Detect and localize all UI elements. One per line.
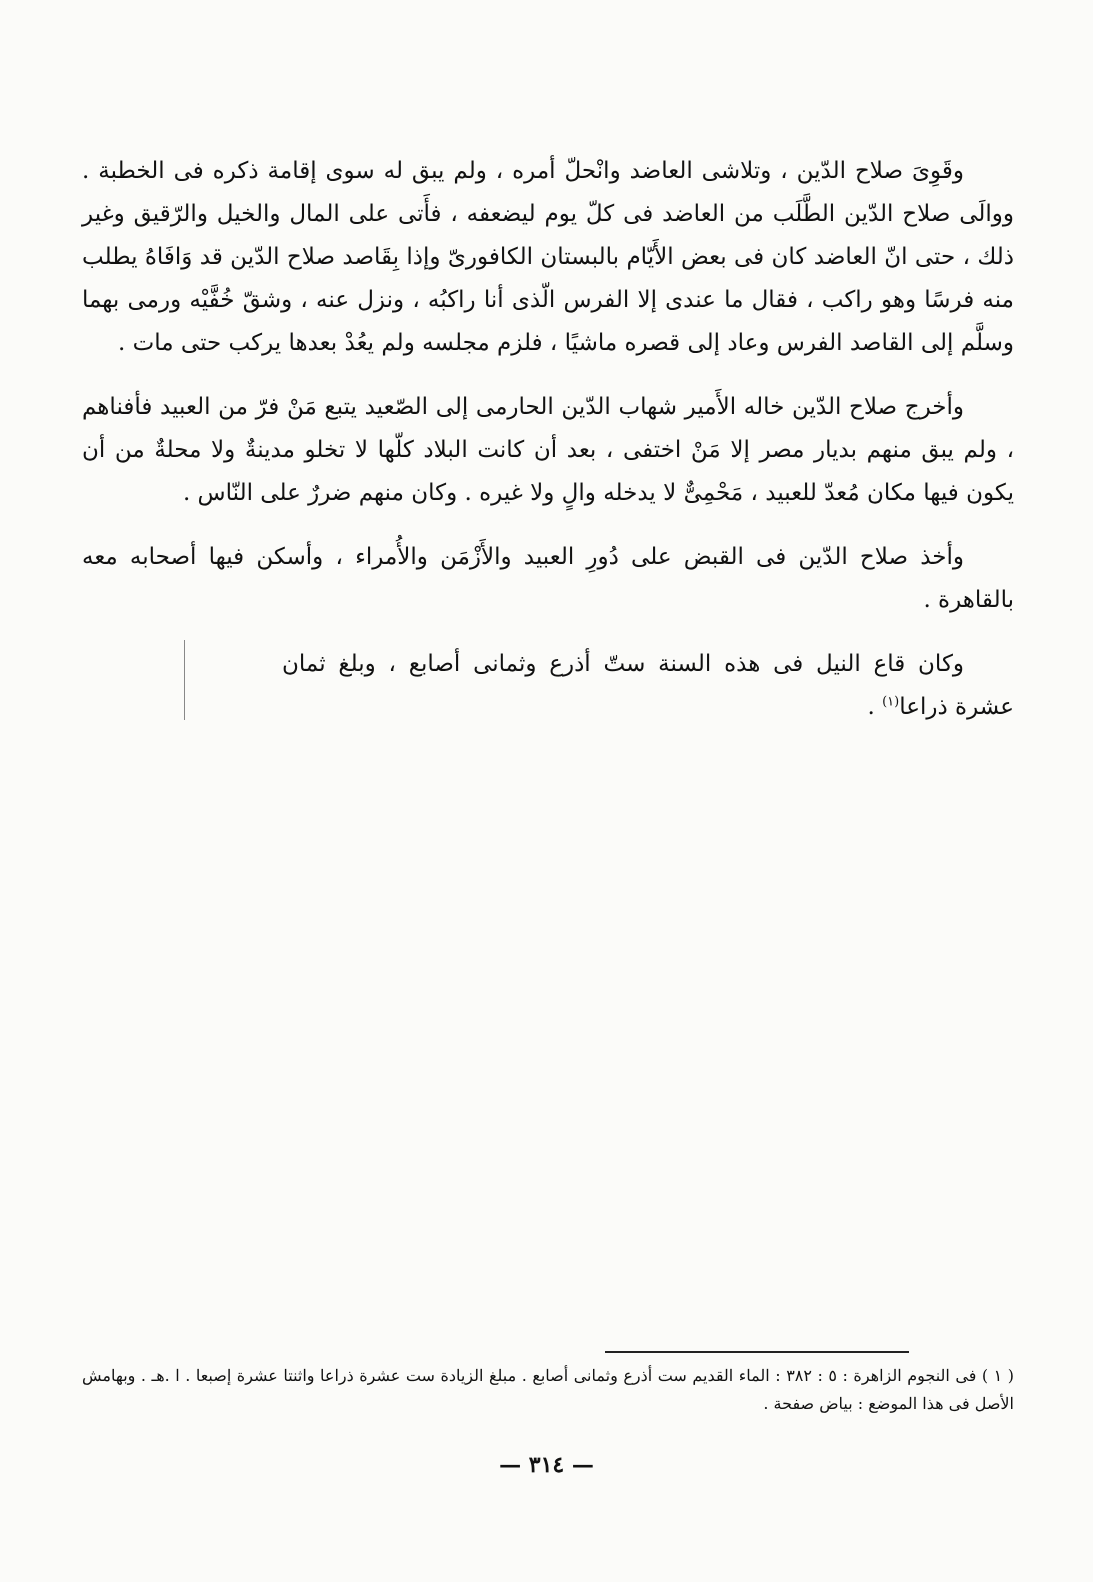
scan-artifact-line xyxy=(184,640,185,720)
paragraph-1: وقَوِىَ صلاح الدّين ، وتلاشى العاضد وانْحلّ أمره ، ولم يبق له سوى إقامة ذكره فى الخطبة . ووالَى صلاح الدّين الطَّلَب من العاضد فى كلّ يوم ليضعفه ، فأَتى على المال والخيل والرّقيق وغير ذلك ، حتى انّ العاضد كان فى بعض الأَيّام بالبستان الكافورىّ وإذا بِقَاصد صلاح الدّين قد وَافَاهُ يطلب منه فرسًا وهو راكب ، فقال ما عندى إلا الفرس الّذى أنا راكبُه ، ونزل عنه ، وشقّ خُفَّيْه ورمى بهما وسلَّم إلى القاصد الفرس وعاد إلى قصره ماشيًا ، فلزم مجلسه ولم يعُدْ بعدها يركب حتى مات . xyxy=(82,158,1014,356)
main-text xyxy=(82,150,1014,750)
paragraph-3: وأخذ صلاح الدّين فى القبض على دُورِ العبيد والأَزْمَن والأُمراء ، وأسكن فيها أصحابه معه بالقاهرة . xyxy=(82,544,1014,613)
paragraph-4 xyxy=(82,643,1014,729)
footnote: ( ١ ) فى النجوم الزاهرة : ٥ : ٣٨٢ : الماء القديم ست أذرع وثمانى أصابع . مبلغ الزيادة ست عشرة ذراعا واثنتا عشرة إصبعا . ا .هـ . وبهامش الأصل فى هذا الموضع : بياض صفحة . xyxy=(82,1366,1014,1413)
paragraph-4-text: وكان قاع النيل فى هذه السنة ستّ أذرع وثمانى أصابع ، وبلغ ثمان عشرة ذراعا xyxy=(282,651,1014,720)
paragraph-2: وأخرج صلاح الدّين خاله الأَمير شهاب الدّين الحارمى إلى الصّعيد يتبع مَنْ فرّ من العبيد فأفناهم ، ولم يبق منهم بديار مصر إلا مَنْ اختفى ، بعد أن كانت البلاد كلّها لا تخلو مدينةٌ ولا محلةٌ من أن يكون فيها مكان مُعدّ للعبيد ، مَحْمِىٌّ لا يدخله والٍ ولا غيره . وكان منهم ضررٌ على النّاس . xyxy=(82,394,1014,506)
paragraph-4-end: . xyxy=(867,694,883,720)
page-number: — ٣١٤ — xyxy=(499,1452,594,1478)
footnote-divider xyxy=(605,1351,909,1353)
footnote-marker: (١) xyxy=(882,694,900,710)
